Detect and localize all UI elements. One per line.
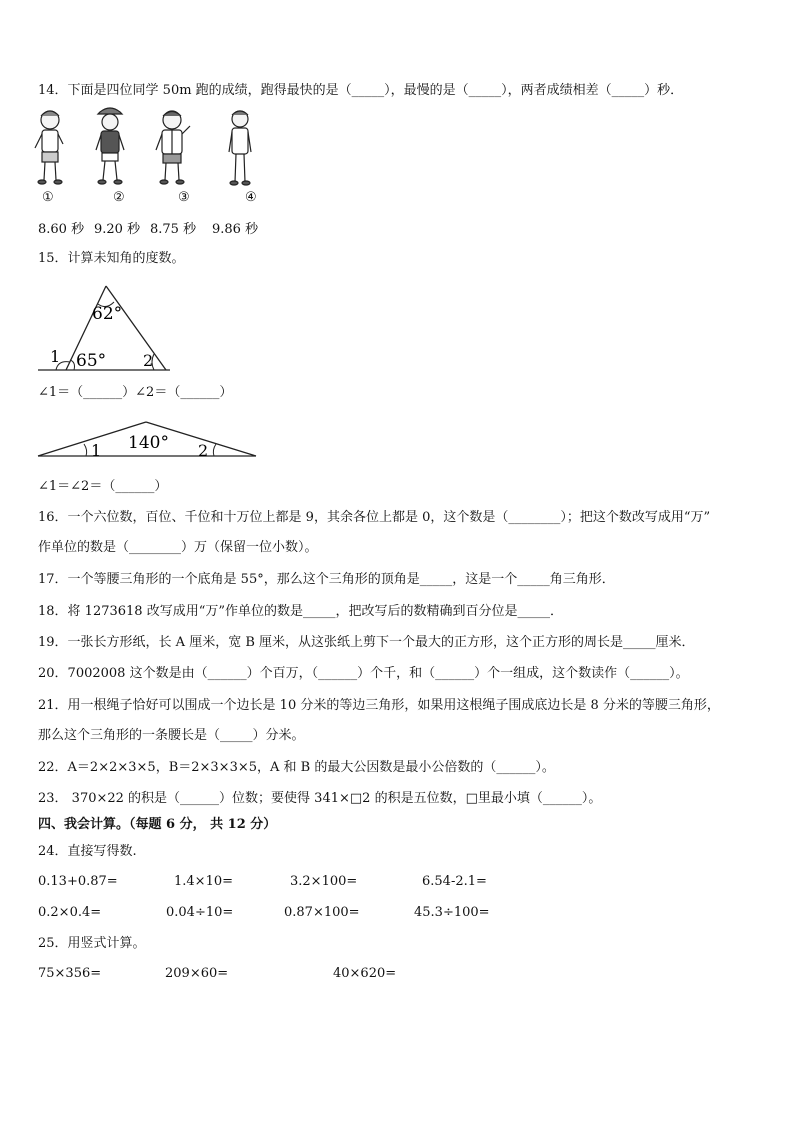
tri1-angle-2: 2 <box>143 351 154 370</box>
q18-text: 18．将 1273618 改写成用“万”作单位的数是_____，把改写后的数精确到百分位是_____． <box>38 604 563 619</box>
q21-line1: 21．用一根绳子恰好可以围成一个边长是 10 分米的等边三角形，如果用这根绳子围成底边长是 8 分米的等腰三角形， <box>38 698 720 713</box>
tri2-angle-1: 1 <box>91 441 102 460</box>
kids-illustration <box>30 104 270 190</box>
kid-4-figure <box>229 111 251 185</box>
q24-r1-c4: 6.54-2.1= <box>422 874 487 889</box>
kid-3-figure <box>156 111 190 184</box>
q21-line2: 那么这个三角形的一条腰长是（_____）分米。 <box>38 728 305 743</box>
q15-answer-2: ∠1＝∠2＝（______） <box>38 479 168 494</box>
q23-text: 23． 370×22 的积是（______）位数；要使得 341×□2 的积是五位数，□里最小填（______）。 <box>38 791 602 806</box>
q24-r2-c1: 0.2×0.4= <box>38 905 102 920</box>
q17-text: 17．一个等腰三角形的一个底角是 55°，那么这个三角形的顶角是_____，这是一个_____角三角形． <box>38 572 615 587</box>
q16-line2: 作单位的数是（________）万（保留一位小数）。 <box>38 540 318 555</box>
q25-item-2: 209×60= <box>165 966 229 981</box>
section-4-heading: 四、我会计算。（每题 6 分， 共 12 分） <box>38 817 277 832</box>
q19-text: 19．一张长方形纸，长 A 厘米，宽 B 厘米，从这张纸上剪下一个最大的正方形，这个正方形的周长是_____厘米． <box>38 635 695 650</box>
time-1: 8.60 秒 <box>38 222 85 237</box>
q24-r2-c3: 0.87×100= <box>284 905 360 920</box>
triangle-1 <box>36 282 176 376</box>
q24-r1-c3: 3.2×100= <box>290 874 358 889</box>
q16-line1: 16．一个六位数，百位、千位和十万位上都是 9，其余各位上都是 0，这个数是（________）；把这个数改写成用“万” <box>38 510 711 525</box>
q25-item-1: 75×356= <box>38 966 102 981</box>
kid-label-4: ④ <box>245 190 257 205</box>
q15-text: 15．计算未知角的度数。 <box>38 251 185 266</box>
kid-label-3: ③ <box>178 190 190 205</box>
tri2-angle-2: 2 <box>198 441 209 460</box>
triangle-2 <box>36 418 260 462</box>
q24-title: 24．直接写得数. <box>38 844 137 859</box>
tri1-angle-1: 1 <box>50 347 61 366</box>
q24-r1-c2: 1.4×10= <box>174 874 234 889</box>
tri1-left-angle: 65° <box>76 351 107 371</box>
q15-answer-1: ∠1＝（______）∠2＝（______） <box>38 385 233 400</box>
kid-label-2: ② <box>113 190 125 205</box>
q25-title: 25．用竖式计算。 <box>38 936 146 951</box>
q25-item-3: 40×620= <box>333 966 397 981</box>
time-3: 8.75 秒 <box>150 222 197 237</box>
q24-r2-c2: 0.04÷10= <box>166 905 234 920</box>
kid-label-1: ① <box>42 190 54 205</box>
q24-r2-c4: 45.3÷100= <box>414 905 490 920</box>
kid-1-figure <box>35 111 63 184</box>
q22-text: 22．A＝2×2×3×5，B＝2×3×3×5，A 和 B 的最大公因数是最小公倍数的（______）。 <box>38 760 555 775</box>
q14-text: 14．下面是四位同学 50m 跑的成绩，跑得最快的是（_____），最慢的是（_____），两者成绩相差（_____）秒． <box>38 83 684 98</box>
q24-r1-c1: 0.13+0.87= <box>38 874 118 889</box>
kid-2-figure <box>96 108 124 184</box>
time-2: 9.20 秒 <box>94 222 141 237</box>
tri1-top-angle: 62° <box>92 304 123 324</box>
q20-text: 20．7002008 这个数是由（______）个百万，（______）个千，和（______）个一组成，这个数读作（______）。 <box>38 666 689 681</box>
time-4: 9.86 秒 <box>212 222 259 237</box>
tri2-top-angle: 140° <box>128 433 169 453</box>
